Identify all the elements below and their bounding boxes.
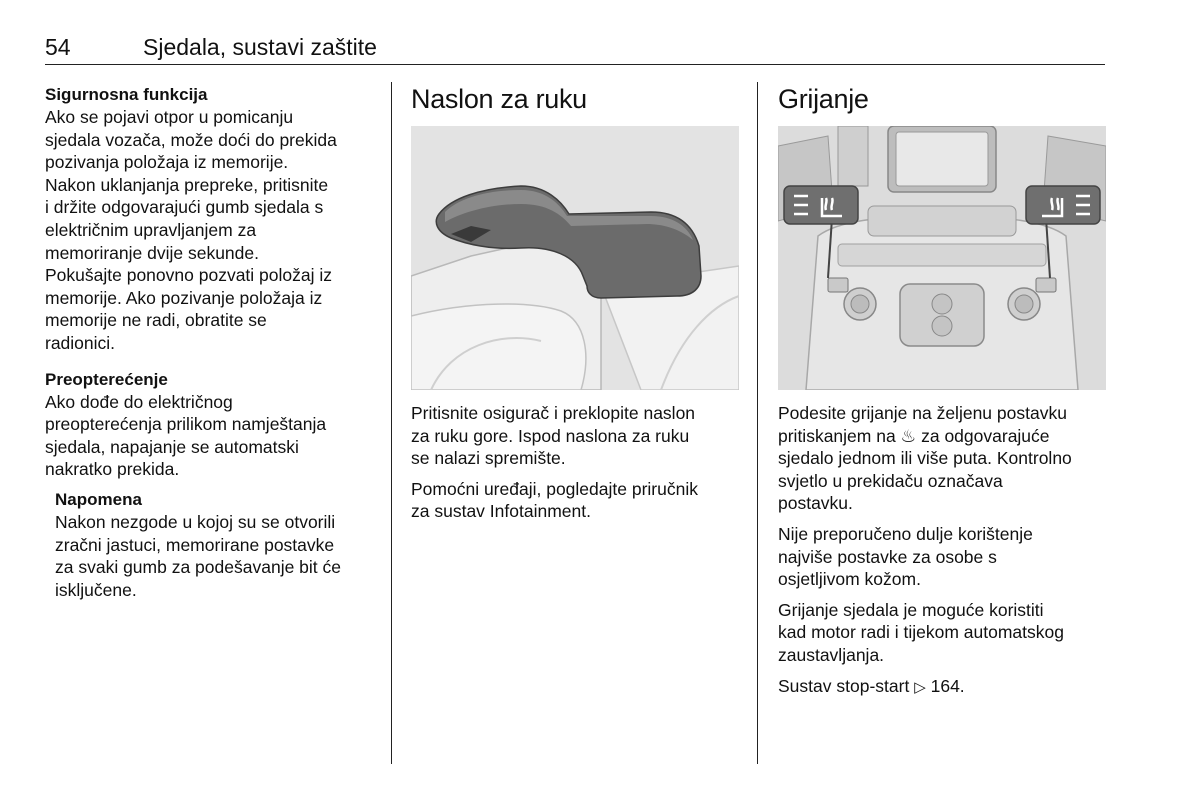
text-line: radionici. xyxy=(45,332,116,353)
text-line: nakratko prekida. xyxy=(45,459,180,480)
text-line: za svaki gumb za podešavanje bit će xyxy=(55,557,341,578)
heating-paragraph-4 xyxy=(778,675,1108,700)
text-line: Nakon nezgode u kojoj su se otvorili xyxy=(55,511,336,532)
text-line: sjedala, napajanje se automatski xyxy=(45,436,299,457)
security-function-heading: Sigurnosna funkcija xyxy=(45,85,208,104)
note-heading: Napomena xyxy=(55,489,142,509)
text-line xyxy=(778,675,1108,700)
armrest-paragraph-2 xyxy=(411,478,741,523)
page-header xyxy=(45,34,1105,65)
text-line: i držite odgovarajući gumb sjedala s xyxy=(45,197,324,218)
text-line: Pomoćni uređaji, pogledajte priručnik xyxy=(411,478,698,499)
column-divider-2 xyxy=(757,82,758,764)
text-line: postavku. xyxy=(778,493,853,514)
left-column xyxy=(45,84,375,601)
text-line: za sustav Infotainment. xyxy=(411,501,591,522)
text-line: pritiskanjem na ♨ za odgovarajuće xyxy=(778,425,1050,446)
middle-column xyxy=(411,84,741,531)
text-line: memorije ne radi, obratite se xyxy=(45,310,267,331)
heating-heading: Grijanje xyxy=(778,84,869,114)
text-line: se nalazi spremište. xyxy=(411,448,566,469)
text-line: memorije. Ako pozivanje položaja iz xyxy=(45,287,323,308)
text-line: Ako se pojavi otpor u pomicanju xyxy=(45,107,294,127)
column-divider-1 xyxy=(391,82,392,764)
armrest-paragraph-1 xyxy=(411,402,741,470)
overload-heading: Preopterećenje xyxy=(45,369,168,389)
text-line: Podesite grijanje na željenu postavku xyxy=(778,403,1067,423)
note-box xyxy=(55,489,375,601)
console-drawing xyxy=(778,126,1106,390)
text-line: svjetlo u prekidaču označava xyxy=(778,470,1003,491)
heating-paragraph-2 xyxy=(778,523,1108,591)
text-line: kad motor radi i tijekom automatskog xyxy=(778,622,1064,643)
right-column xyxy=(778,84,1108,707)
text-line: pozivanja položaja iz memorije. xyxy=(45,152,289,173)
text-line: Ako dođe do električnog xyxy=(45,391,233,412)
text-line: zaustavljanja. xyxy=(778,644,885,665)
armrest-drawing xyxy=(411,126,739,390)
reference-arrow-icon: ▷ xyxy=(914,678,926,696)
text-line: preopterećenja prilikom namještanja xyxy=(45,414,327,435)
armrest-illustration xyxy=(411,126,739,390)
text-line: najviše postavke za osobe s xyxy=(778,546,997,567)
chapter-title: Sjedala, sustavi zaštite xyxy=(143,34,377,60)
text-line: zračni jastuci, memorirane postavke xyxy=(55,534,335,555)
text-line: Pokušajte ponovno pozvati položaj iz xyxy=(45,265,332,286)
text-line: sjedala vozača, može doći do prekida xyxy=(45,129,337,150)
stop-start-link-text: Sustav stop-start xyxy=(778,675,910,696)
text-line: memoriranje dvije sekunde. xyxy=(45,242,259,263)
page-reference[interactable]: 164. xyxy=(930,675,965,696)
text-line: osjetljivom kožom. xyxy=(778,569,921,590)
armrest-heading: Naslon za ruku xyxy=(411,84,587,114)
text-line: Pritisnite osigurač i preklopite naslon xyxy=(411,403,696,423)
text-line: Nije preporučeno dulje korištenje xyxy=(778,523,1033,544)
overload-text xyxy=(45,391,375,481)
security-function-text xyxy=(45,106,375,355)
text-line: Grijanje sjedala je moguće koristiti xyxy=(778,599,1044,620)
page-number: 54 xyxy=(45,34,71,60)
heating-illustration xyxy=(778,126,1106,390)
text-line: Nakon uklanjanja prepreke, pritisnite xyxy=(45,174,329,195)
text-line: isključene. xyxy=(55,579,137,600)
text-line: električnim upravljanjem za xyxy=(45,219,257,240)
text-line: sjedalo jednom ili više puta. Kontrolno xyxy=(778,448,1072,469)
text-line: za ruku gore. Ispod naslona za ruku xyxy=(411,425,690,446)
heating-paragraph-3 xyxy=(778,599,1108,667)
heating-paragraph-1 xyxy=(778,402,1108,515)
